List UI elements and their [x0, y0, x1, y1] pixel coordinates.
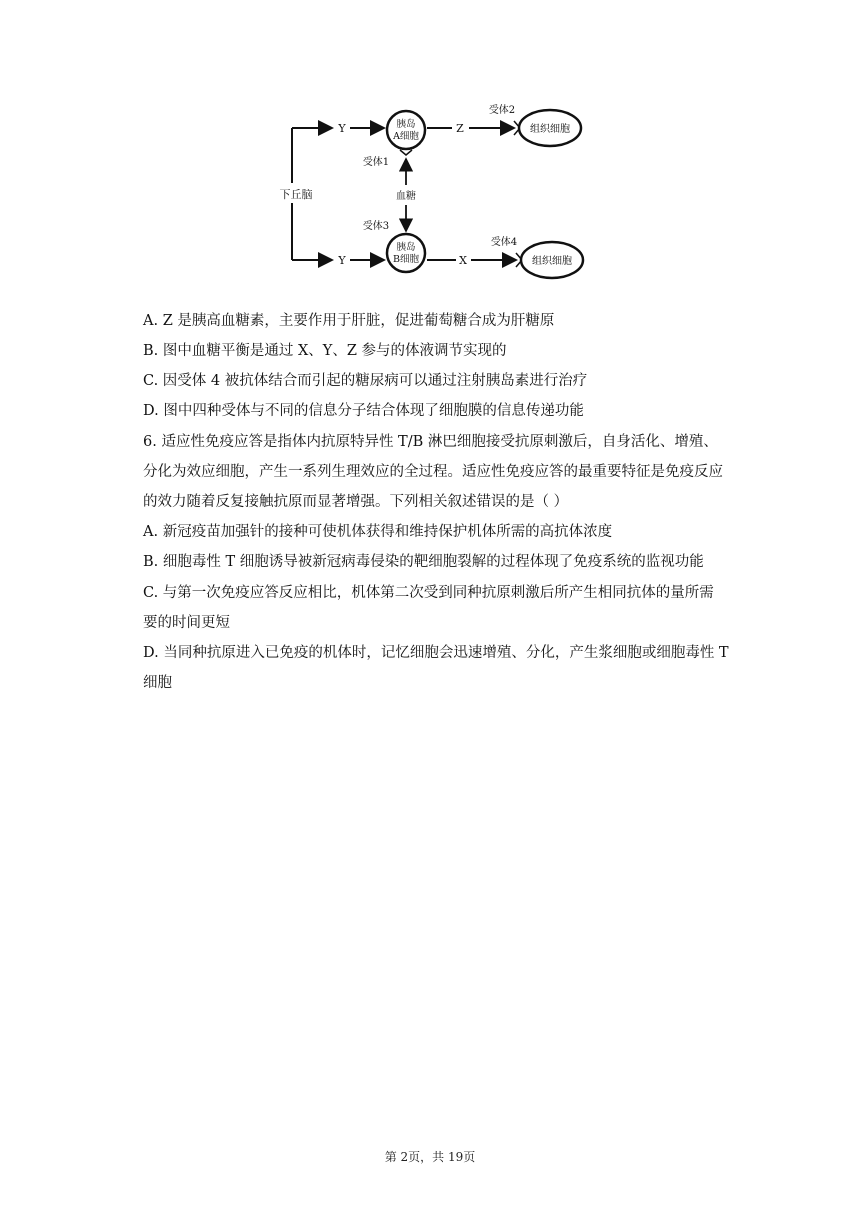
- receptor4-label: 受体4: [490, 237, 518, 248]
- option-c-q6-line-2: 要的时间更短: [143, 615, 230, 631]
- hypothalamus-label: 下丘脑: [279, 188, 313, 201]
- question-6-line-1: 6. 适应性免疫应答是指体内抗原特异性 T/B 淋巴细胞接受抗原刺激后，自身活化、增殖、: [143, 434, 718, 450]
- option-d-q5: D. 图中四种受体与不同的信息分子结合体现了细胞膜的信息传递功能: [143, 403, 584, 419]
- receptor2-label: 受体2: [488, 105, 516, 116]
- option-b-q5: B. 图中血糖平衡是通过 X、Y、Z 参与的体液调节实现的: [143, 343, 507, 359]
- option-c-q6-line-1: C. 与第一次免疫应答反应相比，机体第二次受到同种抗原刺激后所产生相同抗体的量所需: [143, 585, 714, 601]
- islet-a-label-1: 胰岛: [396, 119, 416, 130]
- receptor1-mark: [400, 150, 412, 155]
- z-label: Z: [456, 122, 464, 135]
- islet-b-label-1: 胰岛: [396, 242, 416, 253]
- tissue-top-label: 组织细胞: [530, 124, 570, 135]
- option-d-q6-line-1: D. 当同种抗原进入已免疫的机体时，记忆细胞会迅速增殖、分化，产生浆细胞或细胞毒性 T: [143, 645, 729, 661]
- receptor1-label: 受体1: [362, 157, 390, 168]
- option-a-q6: A. 新冠疫苗加强针的接种可使机体获得和维持保护机体所需的高抗体浓度: [143, 524, 613, 540]
- option-b-q6: B. 细胞毒性 T 细胞诱导被新冠病毒侵染的靶细胞裂解的过程体现了免疫系统的监视功能: [143, 554, 704, 570]
- option-d-q6-line-2: 细胞: [143, 675, 172, 691]
- y-bottom-label: Y: [338, 254, 346, 267]
- islet-a-cell: [387, 111, 425, 149]
- option-c-q5: C. 因受体 4 被抗体结合而引起的糖尿病可以通过注射胰岛素进行治疗: [143, 373, 588, 389]
- blood-sugar-label: 血糖: [396, 191, 416, 202]
- islet-a-label-2: A细胞: [393, 131, 419, 142]
- question-6-line-3: 的效力随着反复接触抗原而显著增强。下列相关叙述错误的是（ ）: [143, 494, 569, 510]
- page-footer: 第 2页，共 19页: [384, 1150, 476, 1164]
- question-6-line-2: 分化为效应细胞，产生一系列生理效应的全过程。适应性免疫应答的最重要特征是免疫反应: [143, 464, 723, 480]
- diagram-svg: [270, 95, 600, 285]
- tissue-bottom-label: 组织细胞: [532, 256, 572, 267]
- blood-sugar-regulation-diagram: [270, 95, 600, 285]
- x-label: X: [459, 254, 467, 267]
- islet-b-cell: [387, 234, 425, 272]
- islet-b-label-2: B细胞: [393, 254, 419, 265]
- y-top-label: Y: [338, 122, 346, 135]
- receptor3-label: 受体3: [362, 221, 390, 232]
- option-a-q5: A. Z 是胰高血糖素，主要作用于肝脏，促进葡萄糖合成为肝糖原: [143, 313, 555, 329]
